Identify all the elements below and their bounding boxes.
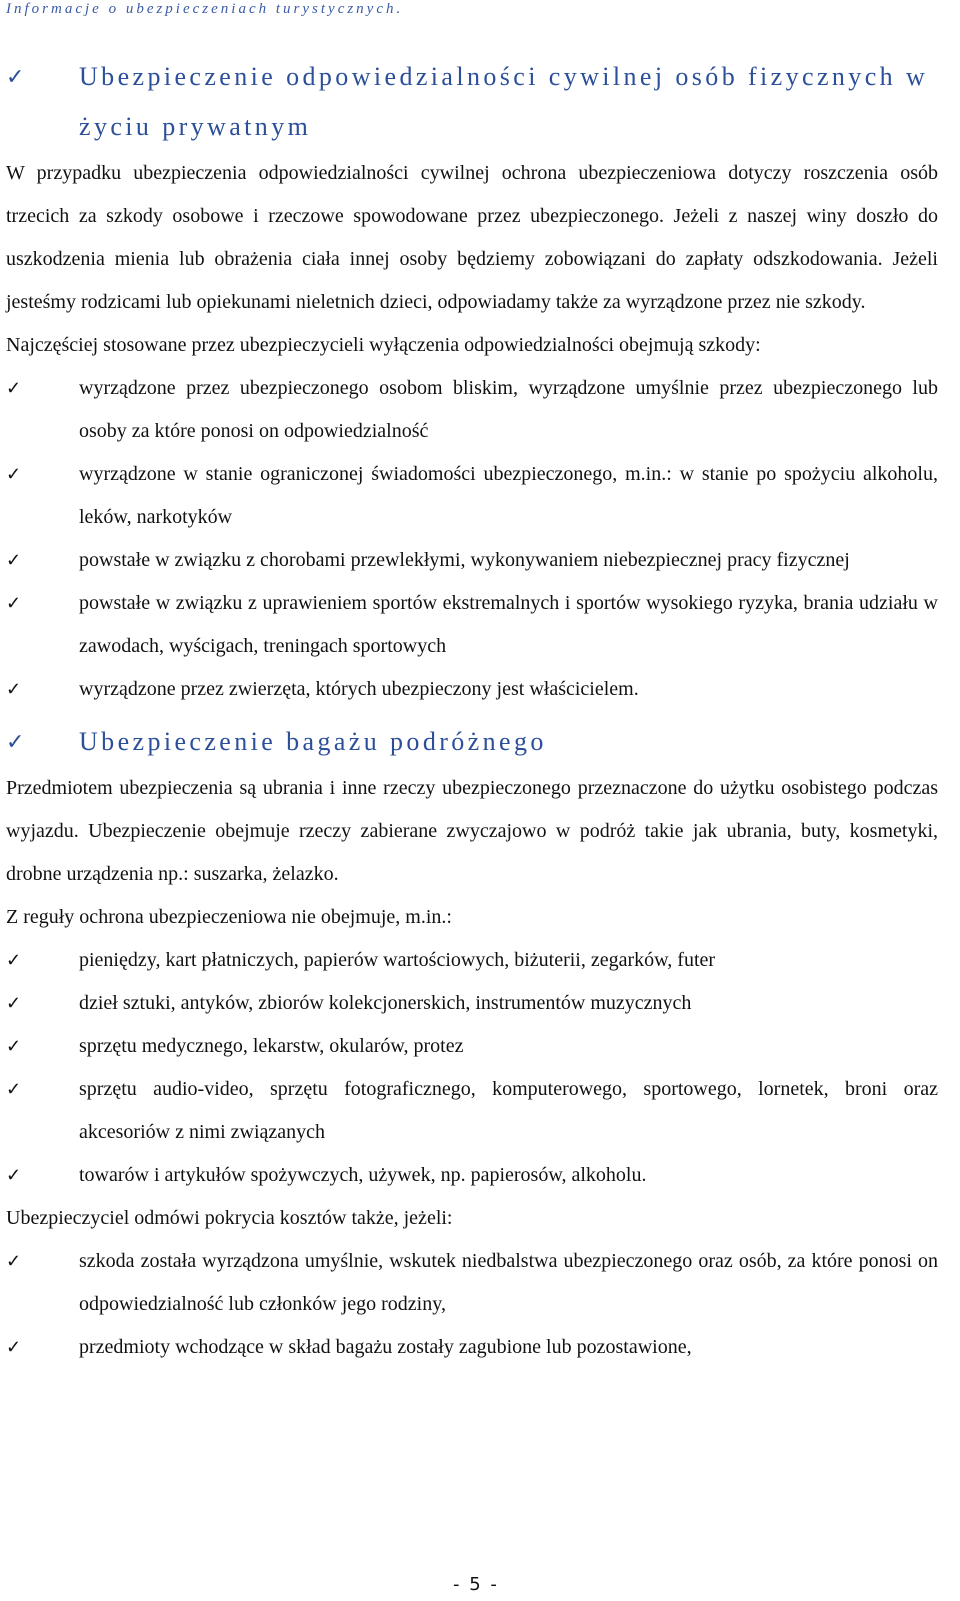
list-item-text: wyrządzone przez ubezpieczonego osobom bliskim, wyrządzone umyślnie przez ubezpieczonego lub osoby za które ponosi on odpowiedzialność (79, 377, 938, 442)
page-content (6, 52, 938, 1369)
check-mark-icon: ✓ (6, 593, 22, 613)
list-item-text: pieniędzy, kart płatniczych, papierów wartościowych, biżuterii, zegarków, futer (79, 949, 716, 971)
check-mark-icon: ✓ (6, 1337, 22, 1357)
check-mark-icon: ✓ (6, 993, 22, 1013)
liability-intro-paragraph: W przypadku ubezpieczenia odpowiedzialności cywilnej ochrona ubezpieczeniowa dotyczy roszczenia osób trzecich za szkody osobowe i rzeczowe spowodowane przez ubezpieczonego. Jeżeli z naszej winy doszło do uszkodzenia mienia lub obrażenia ciała innej osoby będziemy zobowiązani do zapłaty odszkodowania. Jeżeli jesteśmy rodzicami lub opiekunami nieletnich dzieci, odpowiadamy także za wyrządzone przez nie szkody. (6, 162, 938, 313)
list-item (6, 982, 938, 1025)
section-heading-luggage (6, 717, 938, 767)
check-mark-icon: ✓ (6, 550, 22, 570)
list-item (6, 539, 938, 582)
check-mark-icon: ✓ (6, 729, 25, 754)
list-item-text: sprzętu audio-video, sprzętu fotograficznego, komputerowego, sportowego, lornetek, broni oraz akcesoriów z nimi związanych (79, 1078, 938, 1143)
list-item (6, 367, 938, 453)
list-item-text: sprzętu medycznego, lekarstw, okularów, protez (79, 1035, 464, 1057)
check-mark-icon: ✓ (6, 1165, 22, 1185)
list-item-text: wyrządzone przez zwierzęta, których ubezpieczony jest właścicielem. (79, 678, 639, 700)
list-item (6, 582, 938, 668)
list-item-text: przedmioty wchodzące w skład bagażu zostały zagubione lub pozostawione, (79, 1336, 692, 1358)
liability-exclusions-list (6, 367, 938, 711)
page-number: - 5 - (453, 1574, 499, 1595)
check-mark-icon: ✓ (6, 950, 22, 970)
running-header: Informacje o ubezpieczeniach turystycznych. (6, 1, 404, 17)
list-item (6, 1025, 938, 1068)
list-item-text: towarów i artykułów spożywczych, używek, np. papierosów, alkoholu. (79, 1164, 647, 1186)
check-mark-icon: ✓ (6, 1079, 22, 1099)
check-mark-icon: ✓ (6, 679, 22, 699)
luggage-refusal-list (6, 1240, 938, 1369)
list-item-text: wyrządzone w stanie ograniczonej świadomości ubezpieczonego, m.in.: w stanie po spożyciu alkoholu, leków, narkotyków (79, 463, 938, 528)
list-item (6, 1154, 938, 1197)
check-mark-icon: ✓ (6, 1036, 22, 1056)
list-item-text: powstałe w związku z chorobami przewlekłymi, wykonywaniem niebezpiecznej pracy fizycznej (79, 549, 850, 571)
list-item (6, 1240, 938, 1326)
check-mark-icon: ✓ (6, 378, 22, 398)
list-item (6, 1068, 938, 1154)
luggage-intro-paragraph: Przedmiotem ubezpieczenia są ubrania i inne rzeczy ubezpieczonego przeznaczone do użytku osobistego podczas wyjazdu. Ubezpieczenie obejmuje rzeczy zabierane zwyczajowo w podróż takie jak ubrania, buty, kosmetyki, drobne urządzenia np.: suszarka, żelazko. (6, 777, 938, 885)
list-item (6, 453, 938, 539)
list-item (6, 668, 938, 711)
check-mark-icon: ✓ (6, 1251, 22, 1271)
check-mark-icon: ✓ (6, 64, 25, 89)
luggage-not-covered-list (6, 939, 938, 1197)
list-item (6, 1326, 938, 1369)
list-item-text: dzieł sztuki, antyków, zbiorów kolekcjonerskich, instrumentów muzycznych (79, 992, 692, 1014)
liability-exclusions-intro: Najczęściej stosowane przez ubezpieczycieli wyłączenia odpowiedzialności obejmują szkody: (6, 334, 761, 356)
check-mark-icon: ✓ (6, 464, 22, 484)
list-item (6, 939, 938, 982)
section-heading-liability (6, 52, 938, 152)
list-item-text: szkoda została wyrządzona umyślnie, wskutek niedbalstwa ubezpieczonego oraz osób, za które ponosi on odpowiedzialność lub członków jego rodziny, (79, 1250, 938, 1315)
luggage-not-covered-intro: Z reguły ochrona ubezpieczeniowa nie obejmuje, m.in.: (6, 906, 452, 928)
section-heading-text: Ubezpieczenie odpowiedzialności cywilnej osób fizycznych w życiu prywatnym (79, 62, 929, 141)
section-heading-text: Ubezpieczenie bagażu podróżnego (79, 727, 547, 756)
luggage-refusal-intro: Ubezpieczyciel odmówi pokrycia kosztów także, jeżeli: (6, 1207, 453, 1229)
list-item-text: powstałe w związku z uprawieniem sportów ekstremalnych i sportów wysokiego ryzyka, brania udziału w zawodach, wyścigach, treningach sportowych (79, 592, 938, 657)
